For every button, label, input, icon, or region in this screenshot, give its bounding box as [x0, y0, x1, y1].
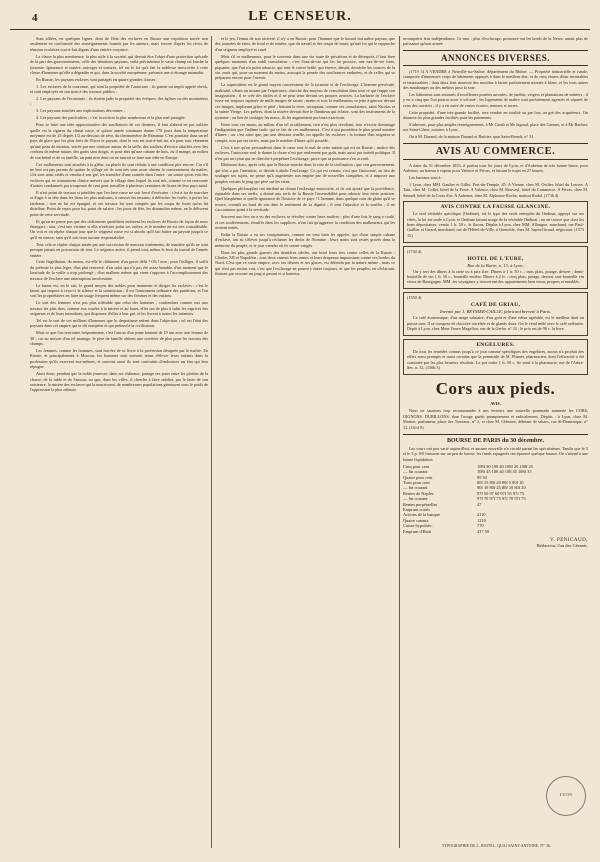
annonce-paragraph: S'adresser, pour plus amples renseignements, à Mr Caudi et Mr Jagoud, place des Carmes, et à Mr Barbier, rue Saint-Côme, notaires à Lyon. — [403, 121, 588, 133]
article-paragraph: 4. Les paysans des particuliers ; c'est la section la plus nombreuse et la plus mal partagée. — [36, 115, 186, 121]
article-paragraph: Souvent aux fers on a vu des esclaves se révolter contre leurs maîtres ; plus d'une fois le sang a coulé, et ces soulèvements, étouffés dans les supplices, n'ont fait qu'aggraver la condition des malheureux qui les avaient tentés. — [215, 214, 395, 230]
article-paragraph: Entre tous ces maux, au milieu d'un tel accablement, rien n'est plus révoltant, rien n'excite davantage l'indignation que l'infâme trafic qui se fait de ces malheureux. C'est à qui possédera le plus grand nombre d'âmes ; car c'est ainsi que, par une dérision cruelle, on appelle les esclaves : la fortune d'un seigneur se compte, non par ses terres, mais par le nombre d'âmes qu'il possède. — [215, 121, 395, 143]
article-paragraph: C'est à tort qu'on persuaderait dans le cœur tout le mal de cette nation qui est en Russie ; malice des esclaves, l'autocrate seul le donne la chose n'est pas seulement par goût, mais aussi par intérêt politique. Il n'est pas un tyran qui ne cherche à perpétuer l'esclavage, parce que sa puissance s'en accroît. — [215, 144, 395, 161]
bourse-label: Trois pour cent — [403, 480, 430, 485]
cors-subtitle: AVIS. — [490, 401, 501, 407]
article-paragraph: Cette flagellation, du moins, est-elle le châtiment d'un grave délit ? Oh ! non ; pour l'infliger, il suffit du prétexte le plus léger, d'un plat renversé, d'un salut qui n'a pas été assez humble, d'un moment que le lassitude de la veille a trop prolongé ; d'un malheur même qui vient s'opposer à l'accomplissement des travaux de l'esclave une interruption involontaire. — [30, 259, 208, 281]
advert-title: ENGELURES. — [476, 341, 515, 348]
stamp-text: LYON — [559, 792, 573, 797]
article-paragraph: Tout cela se répète chaque année par une succession de mauvais traitements, de manière qu'ils ne sont presque jamais en possession de rien. Le seigneur arrive, il prend tout, même le fruit du travail de l'année entière. — [30, 241, 208, 258]
advert-number: (1744 4) — [407, 248, 422, 254]
newspaper-page — [10, 6, 590, 856]
bourse-values: 80f 15 80f 20 80f 5 80f 10 — [477, 480, 524, 485]
advert-box-cafe — [403, 292, 588, 336]
article-paragraph: Sont alliées, en quelques lignes, dont de l'état des esclaves en Russie une expulsion tracée non seulement en conformité des renseignements fournis par les auteurs, mais encore d'après les récits de témoins oculaires tout-à-fait dignes d'une entière croyance. — [30, 36, 208, 52]
article-paragraph: En Russie, les paysans esclaves sont partagés en quatre grandes classes : — [36, 76, 158, 82]
article-paragraph: et le jeu, l'ennui de son oisiveté, il n'y a en Russie, pour l'homme que le hasard fait naître paysan, que des journées de faim, de froid et de misère, que du travail et des coups de fouet, qu'une loi qui le rapproche d'un seigneur employé et cruel. — [215, 36, 395, 52]
annonce-paragraph: Les bâtiments sont entourés d'excellentes prairies arrosées, de jardins, vergers et plantations de mûriers ; il y en a cinq que l'on pourra avoir à volonté ; les logements de maître sont parfaitement agencés et séparés de ceux des ouvriers ; il y a en outre de vastes écuries, remises et serres. — [403, 91, 588, 108]
library-stamp — [546, 776, 586, 816]
article-paragraph: Et qu'on ne pense pas que des châtiments quotidiens endurent les esclaves de Russie de façon de nous étrangers ; non, c'est une victime si elle n'exécute point ses ordres, et le nombre en est très considérable. On voit et on répète chaque jour que le seigneur russe est si absolu qu'il fait battre un paysan jusqu'à ce qu'il en meure, sans qu'il soit tenu aucune responsabilité. — [30, 218, 208, 240]
advert-text: De tous les remèdes connus jusqu'à ce jour comme spécifiques des engelures, aucun n'a produit des effets aussi prompts et aussi certains que la pommade de M. Plumet, pharmacien, dont l'efficacité a été constatée par les plus heureux résultats. Le pot coûte 1 fr. 50 c. Se vend à la pharmacie, rue de l'Arbre-Sec, n. 31. (1566 3) — [407, 348, 584, 371]
article-paragraph: Ces malheureux sont attachés à la glèbe, ou plutôt ils sont réduits à une condition pire encore. Car s'il ne leur est pas permis de quitter le village où ils sont nés sans avoir obtenu le consentement du maître, s'ils sont ainsi cédés et vendus à son gré, les transfère d'une contrée dans l'autre : on sonne qu'on voit des esclaves qui ne connaissent d'autre univers que le village dans lequel ils sont nés, comme ce en rencontre d'autres condamnés par troupeaux de cent pour travailler à plusieurs centaines de lieues de leur pays natal. — [30, 161, 208, 189]
article-paragraph: La superstition est le grand moyen conservateur de la tyrannie et de l'esclavage. L'homme persécuté, maltraité, s'étant un instant par l'espérance, cherche des moyens de consolation dans tout ce qui frappe son imagination ; il se crée des idoles et il ne peut tenir devant ses propres oeuvres. La barbarie de l'esclave russe est toujours tapissée de mille images de saints ; matin et soir, le malheureux se jette à genoux devant ces images, implorant grâce et pitié ; baisant la terre, invoquant, comme ses consolateurs, saint Nicolas et la sainte Vierge. Les prêtres, dont la misère devrait être le flambeau qui éclaire, sont des instruments de la tyrannie ; au lieu de soulager les maux, ils les augmentent par leurs exactions. — [215, 82, 395, 120]
journal-title: LE CENSEUR. — [248, 9, 352, 24]
article-paragraph: Dans les plus grands guerres des dernières siècles, ont brisé leurs fers contre celles de la Russie : Charles XII et Napoléon ; tous deux vinrent leurs armes et leurs drapeaux impuissants contre ces hordes du Nord. C'est que ce vaste empire, avec ses déserts et ses glaces, est défendu par la nature même ; mais ce qui n'est pas moins vrai, c'est que l'esclavage ne pourra y durer toujours, et que les peuples, en s'éclairant, finiront par secouer un joug si pesant et si honteux. — [215, 249, 395, 277]
advert-subtitle: Rue de la Barre, n. 13, à Lyon. — [467, 262, 524, 268]
article-paragraph: 3. Les paysans attachés aux exploitations des mines ; — [36, 108, 125, 114]
avis-paragraph: Les bureaux sont à : — [409, 175, 443, 180]
advert-title: AVIS CONTRE LA FAUSSE GLANCINE. — [440, 204, 551, 211]
page-number: 4 — [32, 12, 38, 24]
bourse-label: Cinq pour cent — [403, 463, 430, 469]
bourse-values: 47 — [477, 501, 482, 507]
bourse-values: 417 50 — [477, 528, 490, 534]
annonces-heading: ANNONCES DIVERSES. — [403, 50, 588, 66]
article-paragraph: 2. Les paysans de l'économie ; ils étaient jadis la propriété des évêques, des églises ou des monastères ; — [30, 96, 208, 107]
bourse-label: Emprunt cortès — [403, 507, 430, 513]
advert-number: (1550 4) — [407, 295, 422, 301]
bourse-values: 97f 50 97 60 97f 55 97f 75 — [477, 490, 525, 496]
bourse-label: — fin courant — [403, 485, 428, 491]
advert-box-hotel — [403, 246, 588, 290]
masthead — [10, 6, 590, 30]
article-continuation: reconquérir leur indépendance. Ce mot : plus d'esclavage, prononcé sur les bords de la Newa, aurait plus de puissance qu'une armée. — [403, 36, 588, 47]
avis-commerce-heading: AVIS AU COMMERCE. — [403, 143, 588, 160]
avis-paragraph: 1 Lyon, chez MM. Gaulier et Gillet, Port-du-Temple, 45. A Vienne, chez M. Ovilier, hôtel du Louvre. A Tain, chez M. Collet, hôtel de la Poste. A Valence, chez M. Rouveyl, hôtel du Commerce. A Privas, chez M. Simard, hôtel de la Croix d'or. A Aubenas, chez M. Alphonse Roche, maison Rodal. (1736 4) — [403, 181, 588, 198]
annonce-paragraph: Cette propriété, d'une très-grande facilité, sera vendue en totalité ou par lots, au gré des acquéreurs. On donnera les plus grandes facilités pour les paiements. — [403, 109, 588, 121]
avis-paragraph: A dater du 31 décembre 1835, il partira tous les jours de Lyon, et d'Aubenas de très bonne heure, pour Aubenas, un bateau à vapeur pour Valence et Privas, et faisant le trajet en 27 heures. — [403, 162, 588, 174]
cors-text: Nous ne saurions trop recommander à nos lecteurs une nouvelle pommade nommée les CORS, OIGNONS, DURILLONS, dont l'usage guérit promptement et radicalement. Dépôts : à Lyon, chez M. Marion, parfumeur, place des Terreaux, n° 2, et chez M. Clément, débitant de tabacs, rue St-Dominique, n° 12. (1614 9) — [403, 408, 588, 430]
column-divider — [399, 36, 400, 848]
article-paragraph: Les femmes, comme les hommes, sont forcées de se livrer à la profession désignée par le maître. En Russie, et principalement à Moscou, les hommes sont souvent tenus d'élever leurs enfants dans la profession qu'ils exercent eux-mêmes, et souvent aussi ils sont contraints d'embrasser un état qui leur répugne. — [30, 348, 208, 370]
bourse-values: 108f 30 108 40 108f 20 108f 25 — [477, 463, 533, 469]
article-paragraph: Il n'est point de travaux si pénibles que l'esclave russe ne soit forcé d'exécuter ; c'est à lui de marcher et d'agir à sa tête dans les lieux les plus malsains, à creuser les terrains, à défricher les forêts, à porter les fardeaux ; rien ne lui est épargné, et ses travaux lui sont comptés par les coups de fouet qu'on lui distribue. Point de repos pour lui, point de salaire ; les jours de fête, les dimanches même, ne le délivrent point de cette servitude. — [30, 190, 208, 217]
column-1 — [30, 36, 208, 848]
article-paragraph: Mais ce que l'on rencontre fréquemment, c'est l'union d'un jeune homme de 19 ans avec une femme de 30 ; car au moyen d'un tel mariage, le père de famille obtient une ouvrière de plus pour les travaux des champs. — [30, 330, 208, 347]
signature-name: V. PENICAUD, — [550, 538, 588, 544]
bourse-values: 97f 70 97f 75 97f 70 97f 75 — [477, 496, 526, 502]
bourse-values: 99 50 — [477, 474, 487, 480]
cors-aux-pieds-heading: Cors aux pieds. — [435, 379, 556, 399]
advert-title: HOTEL DE L'EURE, — [467, 255, 524, 262]
annonce-paragraph: Ou à M. Durand, de la maison Durand et Barbier, quai Saint-Benoît, n° 31. — [409, 134, 535, 140]
bourse-values: 1210 — [477, 517, 486, 523]
bourse-label: Caisse hypothéc. — [403, 523, 433, 529]
article-paragraph: Enfin la Russie a eu ses conspirateurs, comme on veut bien les appeler, qui d'une simple cabane d'esclave, ont su s'élever jusqu'à réclamer les droits de l'homme ; leurs noms sont restés gravés dans la mémoire du peuple, et le jour viendra où ils seront vengés. — [215, 231, 395, 248]
article-paragraph: Le knout est, on le sait, le grand moyen des nobles pour maintenir et diriger les esclaves ; c'est le knout qui impose à ceux-ci le silence et la soumission ; il est l'instrument ordinaire des punitions, et l'on voit les propriétaires en faire un usage fréquent même sur des femmes et des enfants. — [30, 282, 208, 299]
advert-text: On y sert des dîners à la carte ou à prix fixe. Dîners à 1 fr. 50 c. ; trois plats, potage, dessert ; demi-bouteille de vin 1 fr. 50 c., bouteille entière. Dîners à 2 fr. ; cinq plats, potage, dessert, une bouteille vin vieux de Bourgogne. MM. les voyageurs y trouveront des appartements bien tenus, propres et meublés. — [407, 268, 584, 285]
column-divider — [211, 36, 212, 848]
column-2 — [215, 36, 395, 848]
bourse-label: Quatre pour cent — [403, 474, 433, 480]
printer-imprint: TYPOGRAPHIE DE L. BOITEL, QUAI SAINT-ANTOINE, N° 36. — [442, 844, 551, 848]
annonce-paragraph: (1719 3) A VENDRE à Neuville-sur-Saône, département du Rhône. — Propriété industrielle et rurale, composée d'immenses corps de bâtiments appuyés à dans le meilleur état, et de cinq chutes d'eau invariables et intarissables ; dont deux font mouvoir des moulins à farine parfaitement montés à blanc, et les trois autres des moulinages ou des métiers pour la soie. — [403, 68, 588, 91]
bourse-label: Emprunt d'Haïti — [403, 528, 432, 534]
bourse-table — [403, 464, 588, 534]
bourse-label: Rentes de Naples — [403, 490, 434, 496]
article-paragraph: La classe la plus nombreuse, la plus utile à la société, qui devrait être l'objet d'une protection spéciale de la part des gouvernements, celle des laborieux paysans, voilà précisément le vaste champ où fauche la tyrannie. Ignorance et misère, outrages et tortures, tel est le lot qu'a fait la noblesse moscovite à cette classe d'hommes qu'elle a dégradée et qui, dans la société européenne, présente une si étrange anomalie. — [30, 53, 208, 75]
article-paragraph: Le sort des femmes n'est pas plus tolérable que celui des hommes ; confondues comme eux aux travaux les plus durs, comme eux vouées à la misère et au fouet, elles ont de plus à subir les caprices des seigneurs et de leurs intendants, qui disposent d'elles à leur gré, et les livrent à toutes les infamies. — [30, 300, 208, 317]
bourse-values: 2110 — [477, 512, 486, 518]
bourse-label: Quatre canaux — [403, 517, 429, 523]
bourse-values: 770 — [477, 523, 484, 529]
article-paragraph: Mais s'il se malheureux, pour le souvenir dans une vie toute de privations et de désespoir, il faut bien quelques moments d'un oubli consolateur ; c'est l'eau-de-vie qui les lui procure, une eau-de-vie forte, piquante, que l'art n'a point adoucie, qui sent le cuivre brûlé, qui énerve, abrutit, dessèche les sources de la vie, mais qui, pour un moment du moins, assoupit la pensée des souffrances endurées, et de celles qui se préparent encore pour l'avenir. — [215, 53, 395, 81]
advert-box-engelures — [403, 339, 588, 375]
article-paragraph: Quelques philosophes ont attribué au climat l'esclavage moscovite, et ils ont ajouté que la providence, équitable dans ses arrêts, a donné aux serfs de la Russie l'insensibilité pour adoucir leur triste position. Quel blasphème et quelle ignorance de l'histoire de ce pays ! L'homme, dans quelque coin du globe qu'il se trouve, connaît au fond de son âme le sentiment de sa dignité ; il sent l'injustice et la souffre ; il ne s'accoutume point à la servitude. — [215, 185, 395, 213]
table-row — [403, 529, 588, 534]
bourse-values: 108f 45 108 40 108 35 108f 35 — [477, 469, 532, 475]
article-paragraph: Bâtissons donc, après cela, que la Russie marche dans la voie de la civilisation ; que son gouvernement, qui n'en a pas l'intention, se décide à abolir l'esclavage. Ce qui est certain, c'est que l'autocrate, au lieu de soulager ses sujets, ne pense qu'à augmenter son empire par de nouvelles conquêtes, et à imposer aux peuples voisins le joug qui pèse sur les siens. — [215, 162, 395, 184]
article-paragraph: 1. Les esclaves de la couronne, qui sont la propriété de l'autocrate ; ils paient un impôt appelé obrok, et sont employés en son nom à des travaux publics ; — [30, 83, 208, 95]
column-3 — [403, 36, 588, 848]
advert-subtitle: Inventé par J. BEYNIER-CAILLE, fabricant breveté à Paris. — [439, 309, 552, 315]
article-paragraph: Pour se faire une idée approximative des souffrances de ces derniers, il faut d'abord ne pas oublier quelle est la rigueur du climat russe, et qu'une année commune donne 170 jours dont la température moyenne est de 25 degrés 1/2 au-dessous de zéro, du thermomètre de Réaumur. C'est pourtant dans un tel pays de glace que les plus forts de l'hiver le paysan, dont le cou est tout-à-fait nu, n'a pour tout vêtement qu'une peau de mouton, serrée par une ceinture autour de la taille, des souliers d'écorce attachés avec des cordons de même nature, des gants sans doigts, et pour abri qu'une cabane de bois, où il mange, au milieu de son bétail et de sa famille, un pain noir dont on ne saurait se faire une idée en Europe. — [30, 122, 208, 160]
bourse-label: Actions de la banque — [403, 512, 440, 518]
bourse-label: — fin courant — [403, 469, 428, 475]
advert-box-glancine — [403, 201, 588, 243]
advert-text: Ce café économique, d'un usage salutaire, d'un goût et d'une odeur agréable, est le meilleur dont on puisse user. Il se compose de chicorée torréfiée et de glands doux. On le vend mêlé avec le café ordinaire. Dépôt à Lyon, chez Mme Veuve Magellon, rue de la Gerbe, n° 32 ; le prix est de 90 c. la livre. — [407, 315, 584, 331]
signature-title: Rédacteur, l'un des Gérants. — [536, 543, 588, 549]
bourse-values: 80f 10 80f 25 80f 10 80f 20 — [477, 485, 526, 491]
advert-text: Le seul véritable spécifique (Ondinat), est le type des seuls entrepôts du Ondinat, appuyé sur ses côtés, la loi est seule à Lyon, et Ondinat faisant usage de la véritable Ondinat ; on ne trouve que chez les bons dépositaires, vendu 1 fr. 50 c. le flacon. Dépôts à Lyon, chez MM. Allongue, marchand, rue Paul-Gaillier et Girard, marchand, rue de l'Hôtel-de-Ville, à Grenoble, chez M. Sapin-Giraud, négociant. (1573 15) — [407, 211, 585, 238]
bourse-label: Rentes perpétuelles — [403, 501, 438, 507]
bourse-intro: Les cours ont peu varié aujourd'hui, et aucune nouvelle n'a circulé parmi les spéculateurs. Tandis que le 5 et le 3 p. 0/0 finissent sur un peu de baisse, les fonds espagnols ont éprouvé quelque hausse. On s'attend à une bonne liquidation. — [403, 446, 588, 462]
article-paragraph: Ainsi donc, pendant que la noble jeunesse, dans ses châteaux, partage ses jours entre les plaisirs de la chasse, de la table et de l'amour, ou que, dans les villes, il cherche à faire oublier, par le faste de son existence, la misère des esclaves qui la nourrissent, de nombreuses populations gémissent sous le poids de l'oppression la plus odieuse. — [30, 371, 208, 393]
bourse-label: — fin courant — [403, 496, 428, 502]
signature-block — [403, 538, 588, 548]
advert-title: CAFÉ DE GRIAU, — [470, 302, 521, 309]
bourse-heading: BOURSE DE PARIS du 30 décembre. — [403, 434, 588, 444]
article-paragraph: Tel est le sort de ces millions d'hommes que le despotisme retient dans l'abjection ; tel est l'état des paysans dans cet empire qui se dit européen et qui prétend à la civilisation. — [30, 318, 208, 329]
